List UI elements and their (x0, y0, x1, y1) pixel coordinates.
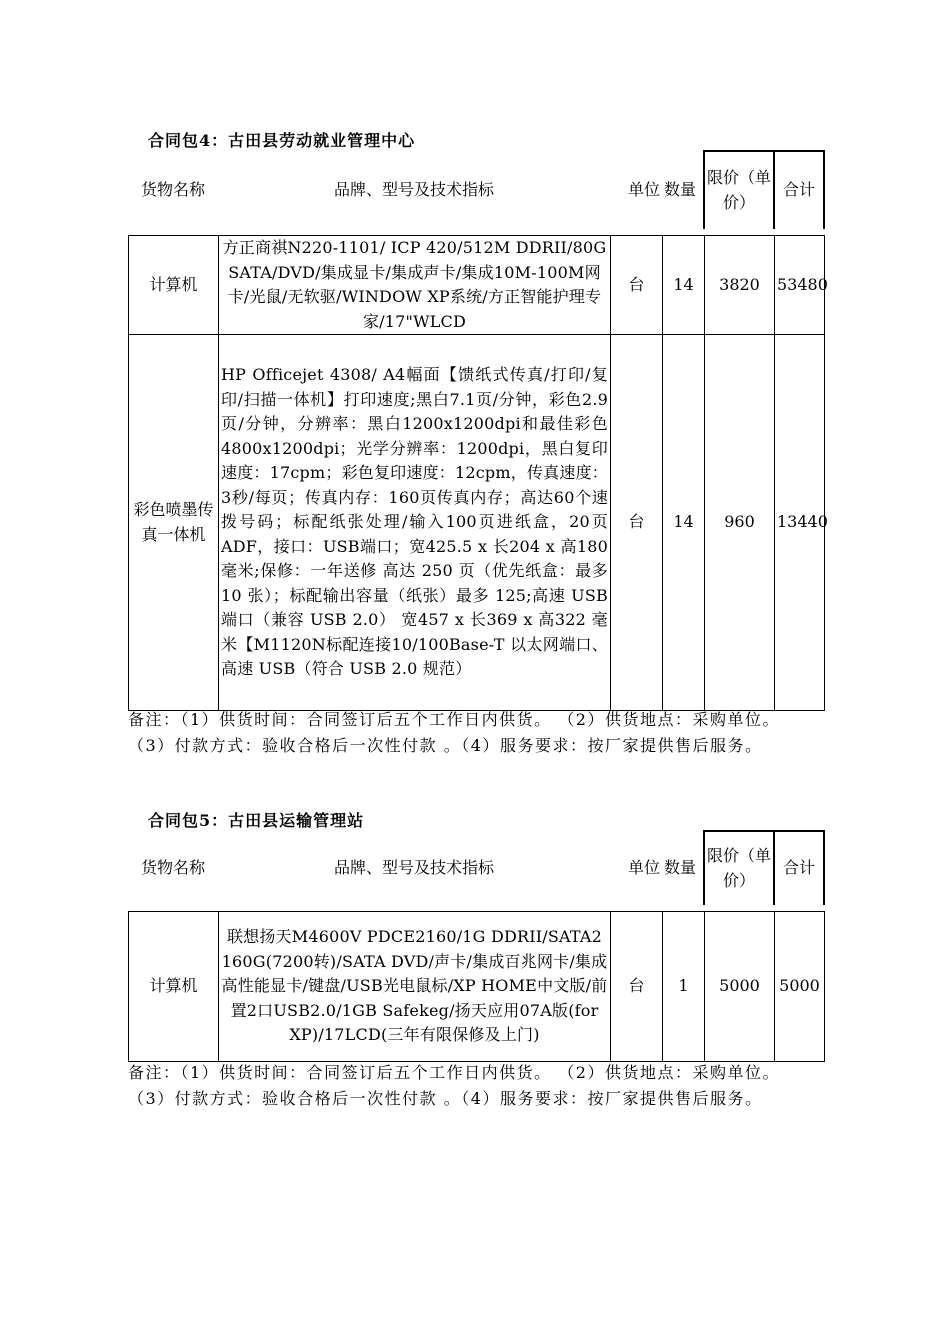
cell-unit: 台 (611, 335, 663, 711)
package-5-note: 备注：（1）供货时间：合同签订后五个工作日内供货。 （2）供货地点：采购单位。 （3）付款方式：验收合格后一次性付款 。（4）服务要求：按厂家提供售后服务。 (128, 1063, 780, 1108)
header-name: 货物名称 (140, 179, 205, 199)
table-row (129, 912, 825, 1062)
table-header-row (128, 831, 824, 905)
header-qty: 数量 (664, 179, 697, 199)
table-header-row (128, 151, 824, 229)
cell-total: 5000 (775, 912, 825, 1062)
cell-price: 960 (705, 335, 775, 711)
header-name: 货物名称 (140, 857, 205, 877)
cell-total: 53480 (775, 236, 825, 335)
header-price: 限价（单价） (704, 151, 774, 229)
cell-unit: 台 (611, 236, 663, 335)
cell-qty: 1 (663, 912, 705, 1062)
header-total: 合计 (774, 151, 824, 229)
cell-qty: 14 (663, 236, 705, 335)
header-qty: 数量 (664, 857, 697, 877)
cell-name: 彩色喷墨传真一体机 (129, 335, 219, 711)
cell-total: 13440 (775, 335, 825, 711)
table-row (129, 236, 825, 335)
cell-price: 3820 (705, 236, 775, 335)
header-spec: 品牌、型号及技术指标 (333, 179, 494, 199)
package-4-note: 备注：（1）供货时间：合同签订后五个工作日内供货。 （2）供货地点：采购单位。 （3）付款方式：验收合格后一次性付款 。（4）服务要求：按厂家提供售后服务。 (128, 710, 780, 755)
cell-name: 计算机 (129, 912, 219, 1062)
package-5-title: 合同包5：古田县运输管理站 (148, 811, 365, 830)
header-price: 限价（单价） (704, 831, 774, 905)
header-unit: 单位 (627, 857, 660, 877)
cell-spec: 方正商祺N220-1101/ ICP 420/512M DDRII/80G SATA/DVD/集成显卡/集成声卡/集成10M-100M网卡/光鼠/无软驱/WINDOW XP系统/方正智能护理专家/17"WLCD (219, 236, 611, 335)
header-total: 合计 (774, 831, 824, 905)
cell-price: 5000 (705, 912, 775, 1062)
table-row (129, 335, 825, 711)
package-4-title: 合同包4：古田县劳动就业管理中心 (148, 131, 416, 150)
cell-spec: 联想扬天M4600V PDCE2160/1G DDRII/SATA2 160G(7200转)/SATA DVD/声卡/集成百兆网卡/集成高性能显卡/键盘/USB光电鼠标/XP HOME中文版/前置2口USB2.0/1GB Safekeg/扬天应用07A版(for XP)/17LCD(三年有限保修及上门) (219, 912, 611, 1062)
cell-spec: HP Officejet 4308/ A4幅面【馈纸式传真/打印/复印/扫描一体机】打印速度;黑白7.1页/分钟，彩色2.9页/分钟，分辨率：黑白1200x1200dpi和最佳彩色4800x1200dpi；光学分辨率：1200dpi，黑白复印速度：17cpm；彩色复印速度：12cpm，传真速度：3秒/每页；传真内存：160页传真内存；高达60个速拨号码；标配纸张处理/输入100页进纸盒，20页ADF，接口：USB端口；宽425.5 x 长204 x 高180 毫米;保修：一年送修 高达 250 页（优先纸盒：最多 10 张）；标配输出容量（纸张）最多 125;高速 USB 端口（兼容 USB 2.0） 宽457 x 长369 x 高322 毫米【M1120N标配连接10/100Base-T 以太网端口、高速 USB（符合 USB 2.0 规范） (219, 335, 611, 711)
package-5-table (128, 830, 824, 1062)
cell-unit: 台 (611, 912, 663, 1062)
header-unit: 单位 (627, 179, 660, 199)
package-4-table (128, 150, 828, 711)
header-spec: 品牌、型号及技术指标 (333, 857, 494, 877)
cell-name: 计算机 (129, 236, 219, 335)
cell-qty: 14 (663, 335, 705, 711)
